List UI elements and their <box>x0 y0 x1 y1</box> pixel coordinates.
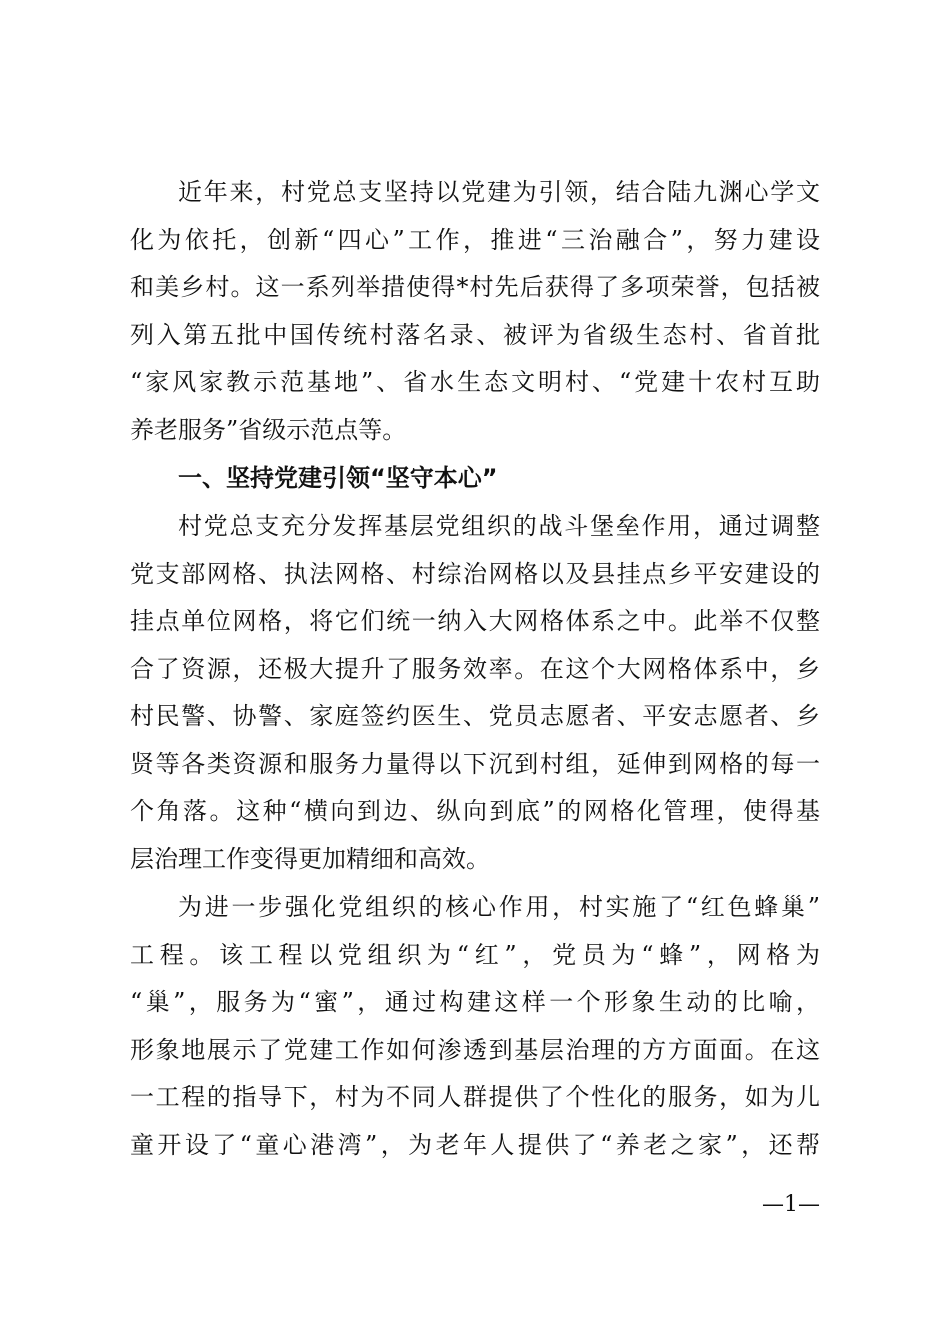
paragraph-3-line-2: 工程。该工程以党组织为“红”，党员为“蜂”，网格为 <box>130 941 820 969</box>
paragraph-2-line-6: 贤等各类资源和服务力量得以下沉到村组，延伸到网格的每一 <box>130 750 820 778</box>
paragraph-1-line-2: 化为依托，创新“四心”工作，推进“三治融合”，努力建设 <box>130 226 820 254</box>
paragraph-1-line-3: 和美乡村。这一系列举措使得*村先后获得了多项荣誉，包括被 <box>130 273 820 301</box>
page-number: —1— <box>762 1192 820 1217</box>
paragraph-1-line-4: 列入第五批中国传统村落名录、被评为省级生态村、省首批 <box>130 321 820 349</box>
paragraph-3-line-5: 一工程的指导下，村为不同人群提供了个性化的服务，如为儿 <box>130 1083 820 1111</box>
paragraph-1-line-6: 养老服务”省级示范点等。 <box>130 416 407 444</box>
paragraph-2-line-1: 村党总支充分发挥基层党组织的战斗堡垒作用，通过调整 <box>178 512 820 540</box>
paragraph-2-line-4: 合了资源，还极大提升了服务效率。在这个大网格体系中，乡 <box>130 655 820 683</box>
section-heading-1: 一、坚持党建引领“坚守本心” <box>178 464 498 492</box>
paragraph-2-line-7: 个角落。这种“横向到边、纵向到底”的网格化管理，使得基 <box>130 797 820 825</box>
paragraph-2-line-8: 层治理工作变得更加精细和高效。 <box>130 845 490 873</box>
paragraph-2-line-3: 挂点单位网格，将它们统一纳入大网格体系之中。此举不仅整 <box>130 607 820 635</box>
paragraph-2-line-2: 党支部网格、执法网格、村综治网格以及县挂点乡平安建设的 <box>130 560 820 588</box>
paragraph-1-line-5: “家风家教示范基地”、省水生态文明村、“党建十农村互助 <box>130 368 820 396</box>
paragraph-3-line-1: 为进一步强化党组织的核心作用，村实施了“红色蜂巢” <box>178 893 820 921</box>
paragraph-3-line-6: 童开设了“童心港湾”，为老年人提供了“养老之家”，还帮 <box>130 1131 820 1159</box>
paragraph-2-line-5: 村民警、协警、家庭签约医生、党员志愿者、平安志愿者、乡 <box>130 702 820 730</box>
paragraph-1-line-1: 近年来，村党总支坚持以党建为引领，结合陆九渊心学文 <box>178 178 820 206</box>
paragraph-3-line-3: “巢”，服务为“蜜”，通过构建这样一个形象生动的比喻， <box>130 988 820 1016</box>
paragraph-3-line-4: 形象地展示了党建工作如何渗透到基层治理的方方面面。在这 <box>130 1036 820 1064</box>
